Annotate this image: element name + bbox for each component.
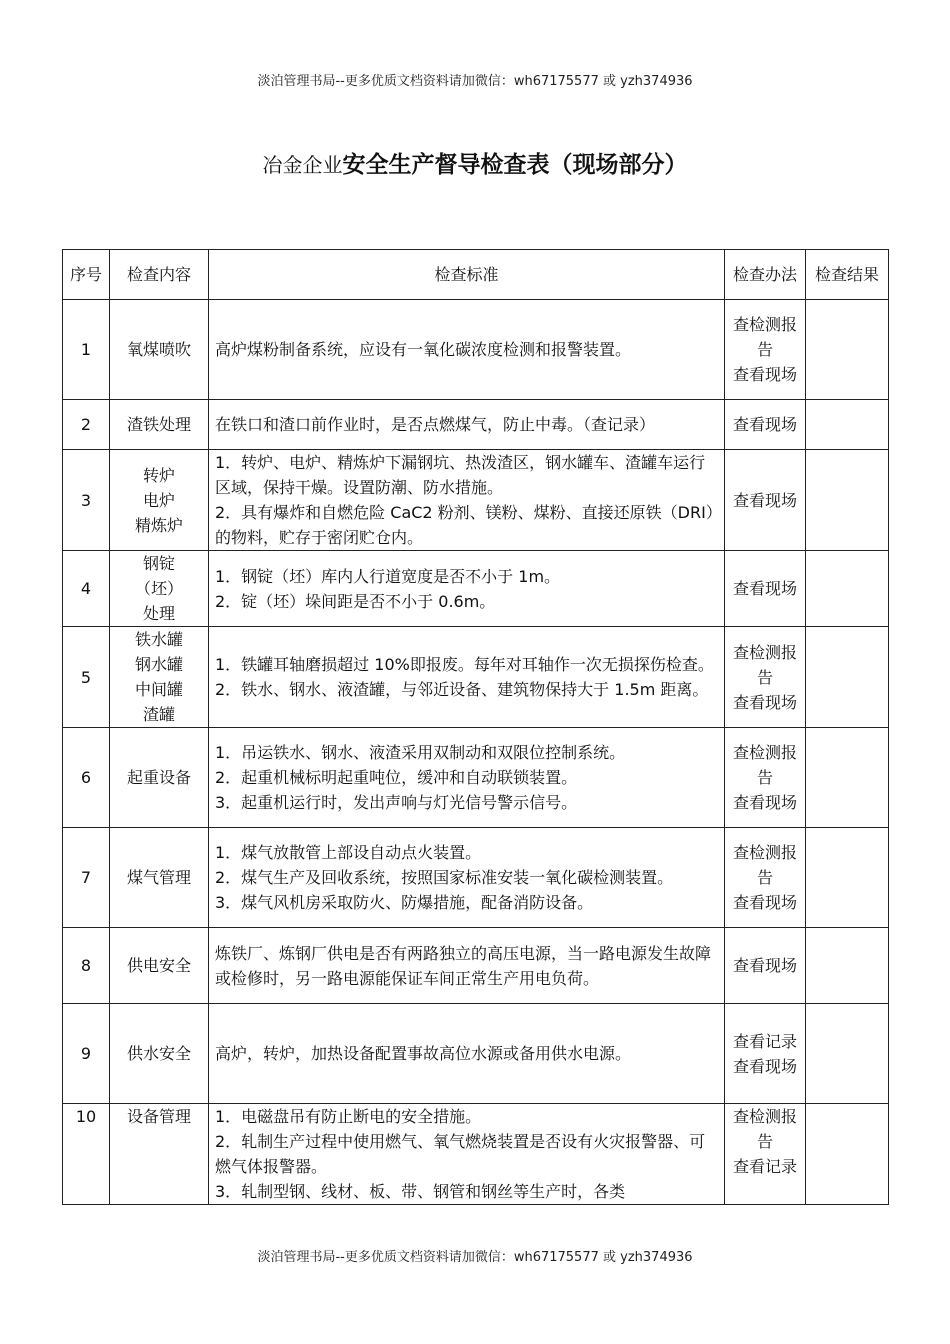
- check-method: [725, 450, 806, 551]
- inspection-table: [62, 249, 889, 1205]
- check-result-cell[interactable]: [806, 627, 889, 728]
- method-line: 查检测报告: [732, 1107, 797, 1151]
- standard-line: 2．具有爆炸和自燃危险 CaC2 粉剂、镁粉、煤粉、直接还原铁（DRI）的物料，贮存于密闭贮仓内。: [215, 503, 714, 547]
- standard-line: 1．铁罐耳轴磨损超过 10%即报废。每年对耳轴作一次无损探伤检查。: [215, 655, 714, 674]
- table-header-row: [63, 250, 889, 300]
- check-item: [110, 1004, 209, 1104]
- standard-line: 高炉煤粉制备系统，应设有一氧化碳浓度检测和报警装置。: [215, 340, 632, 359]
- check-item-line: 渣铁处理: [126, 415, 191, 434]
- row-number: 3: [63, 450, 110, 551]
- check-item: [110, 300, 209, 400]
- check-method: [725, 300, 806, 400]
- check-standard: [209, 450, 725, 551]
- check-item-line: 氧煤喷吹: [126, 340, 191, 359]
- row-number: 8: [63, 928, 110, 1004]
- standard-line: 高炉，转炉，加热设备配置事故高位水源或备用供水电源。: [215, 1044, 632, 1063]
- col-header-no: 序号: [63, 250, 110, 300]
- title-main: 安全生产督导检查表（现场部分）: [342, 152, 688, 178]
- check-result-cell[interactable]: [806, 728, 889, 828]
- check-item-line: 精炼炉: [134, 515, 183, 535]
- standard-line: 2．起重机械标明起重吨位，缓冲和自动联锁装置。: [215, 768, 578, 787]
- check-result-cell[interactable]: [806, 828, 889, 928]
- check-method: [725, 627, 806, 728]
- table-row: [63, 1004, 889, 1104]
- check-item-line: 中间罐: [134, 680, 183, 699]
- method-line: 查看现场: [732, 1056, 797, 1076]
- check-item-line: 煤气管理: [126, 868, 191, 887]
- col-header-result: 检查结果: [806, 250, 889, 300]
- check-item: [110, 828, 209, 928]
- row-number: 7: [63, 828, 110, 928]
- title-prefix: 冶金企业: [262, 153, 343, 177]
- check-item-line: 处理: [142, 604, 175, 623]
- check-result-cell[interactable]: [806, 928, 889, 1004]
- check-item: [110, 627, 209, 728]
- check-item-line: 转炉: [142, 465, 175, 485]
- check-method: [725, 728, 806, 828]
- check-item-line: 钢水罐: [134, 655, 183, 674]
- check-method: [725, 1004, 806, 1104]
- check-item-line: 供电安全: [126, 956, 191, 975]
- check-method: [725, 928, 806, 1004]
- check-method: [725, 1104, 806, 1205]
- check-item: [110, 450, 209, 551]
- check-item-line: 铁水罐: [134, 630, 183, 649]
- header-note: 淡泊管理书局--更多优质文档资料请加微信：wh67175577 或 yzh374936: [257, 74, 693, 89]
- row-number: 1: [63, 300, 110, 400]
- method-line: 查看现场: [732, 956, 797, 975]
- check-standard: [209, 928, 725, 1004]
- check-method: [725, 828, 806, 928]
- method-line: 查看现场: [732, 579, 797, 598]
- row-number: 5: [63, 627, 110, 728]
- check-result-cell[interactable]: [806, 551, 889, 627]
- row-number: 4: [63, 551, 110, 627]
- method-line: 查检测报告: [732, 843, 797, 887]
- method-line: 查看记录: [732, 1031, 797, 1051]
- method-line: 查看现场: [732, 415, 797, 434]
- method-line: 查看现场: [732, 365, 797, 384]
- check-method: [725, 551, 806, 627]
- check-item-line: 供水安全: [126, 1044, 191, 1063]
- standard-line: 在铁口和渣口前作业时，是否点燃煤气，防止中毒。（查记录）: [215, 415, 656, 434]
- check-item-line: 电炉: [142, 490, 175, 510]
- standard-line: 1．转炉、电炉、精炼炉下漏钢坑、热泼渣区，钢水罐车、渣罐车运行区域，保持干燥。设置防潮、防水措施。: [215, 453, 706, 497]
- check-item-line: 渣罐: [142, 705, 175, 724]
- standard-line: 2．轧制生产过程中使用燃气、氧气燃烧装置是否设有火灾报警器、可燃气体报警器。: [215, 1132, 706, 1176]
- check-standard: [209, 551, 725, 627]
- check-standard: [209, 828, 725, 928]
- table-row: [63, 928, 889, 1004]
- check-item-line: 设备管理: [126, 1107, 191, 1126]
- table-row: [63, 450, 889, 551]
- method-line: 查看现场: [732, 893, 797, 912]
- check-item-line: 钢锭: [142, 554, 175, 573]
- check-result-cell[interactable]: [806, 450, 889, 551]
- col-header-standard: 检查标准: [209, 250, 725, 300]
- check-standard: [209, 627, 725, 728]
- col-header-method: 检查办法: [725, 250, 806, 300]
- check-method: [725, 400, 806, 450]
- standard-line: 2．铁水、钢水、液渣罐，与邻近设备、建筑物保持大于 1.5m 距离。: [215, 680, 709, 699]
- method-line: 查看现场: [732, 692, 797, 712]
- col-header-content: 检查内容: [110, 250, 209, 300]
- check-standard: [209, 1104, 725, 1205]
- table-row: [63, 551, 889, 627]
- standard-line: 2．锭（坯）垛间距是否不小于 0.6m。: [215, 591, 496, 611]
- standard-line: 3．轧制型钢、线材、板、带、钢管和钢丝等生产时，各类: [215, 1182, 626, 1201]
- check-result-cell[interactable]: [806, 400, 889, 450]
- standard-line: 1．电磁盘吊有防止断电的安全措施。: [215, 1107, 482, 1126]
- standard-line: 3．起重机运行时，发出声响与灯光信号警示信号。: [215, 793, 578, 812]
- standard-line: 1．煤气放散管上部设自动点火装置。: [215, 843, 482, 862]
- table-row: [63, 400, 889, 450]
- standard-line: 1．吊运铁水、钢水、液渣采用双制动和双限位控制系统。: [215, 743, 626, 762]
- table-row: [63, 1104, 889, 1205]
- footer-note: 淡泊管理书局--更多优质文档资料请加微信：wh67175577 或 yzh374936: [257, 1250, 693, 1265]
- method-line: 查检测报告: [732, 743, 797, 787]
- page-title: [0, 146, 950, 179]
- check-item-line: 起重设备: [126, 768, 191, 787]
- check-item: [110, 728, 209, 828]
- table-row: [63, 627, 889, 728]
- check-item-line: （坯）: [134, 579, 183, 598]
- check-item: [110, 1104, 209, 1205]
- standard-line: 1．钢锭（坯）库内人行道宽度是否不小于 1m。: [215, 566, 561, 586]
- method-line: 查检测报告: [732, 642, 797, 687]
- method-line: 查看记录: [732, 1157, 797, 1176]
- check-result-cell[interactable]: [806, 1004, 889, 1104]
- check-item: [110, 400, 209, 450]
- check-standard: [209, 1004, 725, 1104]
- check-standard: [209, 300, 725, 400]
- row-number: 10: [63, 1104, 110, 1205]
- method-line: 查检测报告: [732, 315, 797, 359]
- row-number: 9: [63, 1004, 110, 1104]
- check-result-cell[interactable]: [806, 300, 889, 400]
- check-item: [110, 551, 209, 627]
- table-row: [63, 728, 889, 828]
- method-line: 查看现场: [732, 490, 797, 510]
- check-standard: [209, 728, 725, 828]
- standard-line: 2．煤气生产及回收系统，按照国家标准安装一氧化碳检测装置。: [215, 868, 674, 887]
- standard-line: 炼铁厂、炼钢厂供电是否有两路独立的高压电源，当一路电源发生故障或检修时，另一路电源能保证车间正常生产用电负荷。: [215, 943, 712, 988]
- standard-line: 3．煤气风机房采取防火、防爆措施，配备消防设备。: [215, 893, 594, 912]
- check-item: [110, 928, 209, 1004]
- row-number: 6: [63, 728, 110, 828]
- table-row: [63, 300, 889, 400]
- check-standard: [209, 400, 725, 450]
- table-row: [63, 828, 889, 928]
- method-line: 查看现场: [732, 793, 797, 812]
- row-number: 2: [63, 400, 110, 450]
- check-result-cell[interactable]: [806, 1104, 889, 1205]
